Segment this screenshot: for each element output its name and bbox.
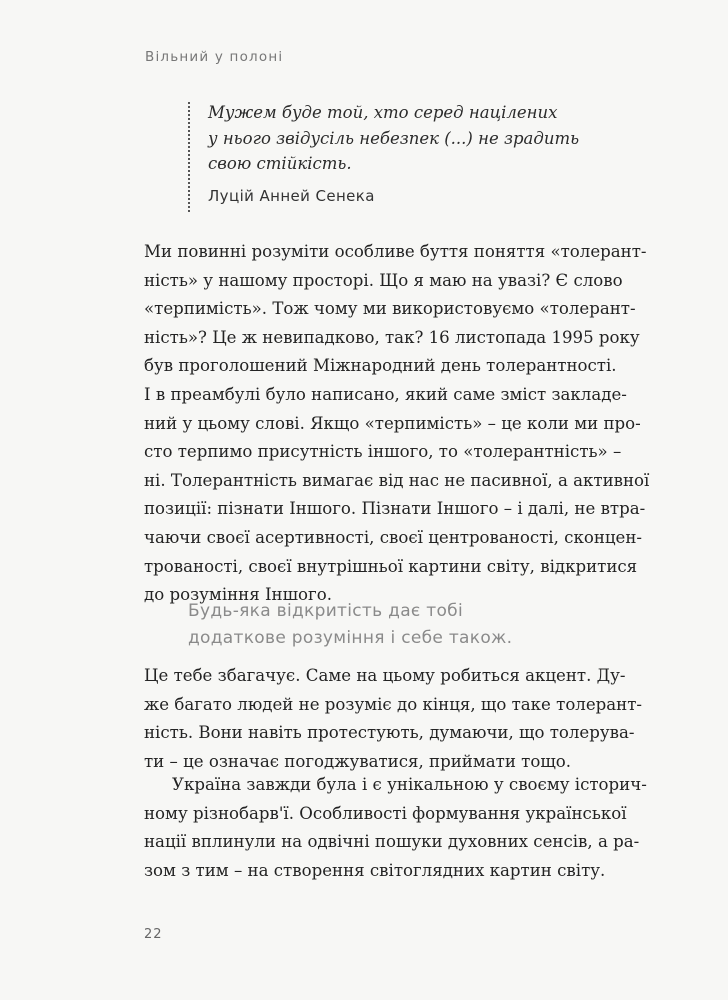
text-line: І в преамбулі було написано, який саме зміст закладе-	[144, 384, 627, 404]
text-line: ний у цьому слові. Якщо «терпимість» – це коли ми про-	[144, 413, 641, 433]
epigraph	[188, 100, 608, 205]
text-line: Україна завжди була і є унікальною у своєму історич-	[172, 775, 647, 794]
page-number: 22	[144, 927, 163, 942]
text-line: трованості, своєї внутрішньої картини світу, відкритися	[144, 556, 638, 576]
text-line: ти – це означає погоджуватися, приймати тощо.	[144, 751, 572, 771]
text-line: зом з тим – на створення світоглядних картин світу.	[144, 860, 606, 880]
text-line: Це тебе збагачує. Саме на цьому робиться акцент. Ду-	[144, 666, 626, 685]
paragraph-3	[144, 771, 647, 885]
text-line: ність»? Це ж невипадково, так? 16 листопада 1995 року	[144, 327, 640, 347]
epigraph-author: Луцій Анней Сенека	[208, 186, 375, 205]
text-line: ному різнобарв'ї. Особливості формування української	[144, 803, 627, 823]
text-line: «терпимість». Тож чому ми використовуємо «толерант-	[144, 299, 636, 319]
text-line: був проголошений Міжнародний день толерантності.	[144, 356, 617, 376]
text-line: позиції: пізнати Іншого. Пізнати Іншого – і далі, не втра-	[144, 499, 646, 519]
text-line: до розуміння Іншого.	[144, 585, 332, 605]
text-line: ність. Вони навіть протестують, думаючи, що толерува-	[144, 723, 635, 743]
text-line: нації вплинули на одвічні пошуки духовних сенсів, а ра-	[144, 832, 640, 852]
epigraph-line: свою стійкість.	[208, 154, 352, 173]
text-line: сто терпимо присутність іншого, то «толерантність» –	[144, 442, 622, 462]
paragraph-2	[144, 662, 643, 776]
pull-quote-line: додаткове розуміння і себе також.	[188, 628, 513, 648]
paragraph-1	[144, 238, 650, 610]
pull-quote	[188, 598, 548, 652]
running-header: Вільний у полоні	[145, 49, 284, 65]
text-line: ні. Толерантність вимагає від нас не пасивної, а активної	[144, 470, 650, 490]
epigraph-quote	[208, 100, 608, 177]
epigraph-line: у нього звідусіль небезпек (...) не зрадить	[208, 128, 580, 148]
text-line: чаючи своєї асертивності, своєї центрованості, сконцен-	[144, 527, 643, 547]
text-line: ність» у нашому просторі. Що я маю на увазі? Є слово	[144, 270, 623, 290]
epigraph-dotted-rule	[188, 102, 190, 212]
text-line: же багато людей не розуміє до кінця, що таке толерант-	[144, 694, 643, 714]
pull-quote-line: Будь-яка відкритість дає тобі	[188, 601, 463, 621]
text-line: Ми повинні розуміти особливе буття поняття «толерант-	[144, 242, 647, 261]
epigraph-line: Мужем буде той, хто серед націлених	[208, 103, 558, 122]
